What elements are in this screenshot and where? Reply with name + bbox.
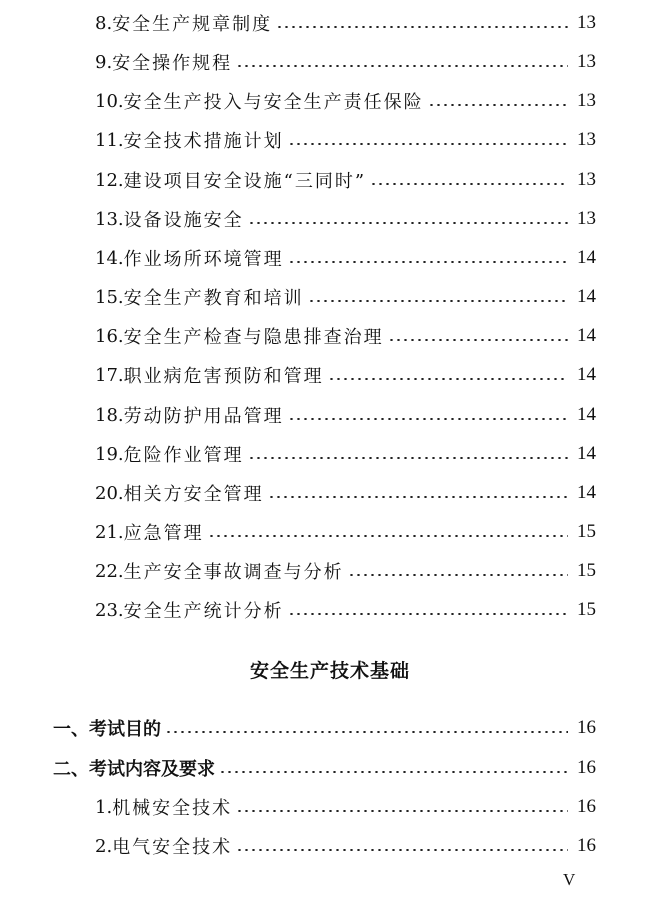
toc-entry-number: 14. [95, 247, 124, 269]
toc-entry-page: 16 [577, 757, 596, 778]
toc-entry-page: 14 [577, 286, 596, 307]
toc-entry-title: 安全技术措施计划 [123, 131, 284, 152]
toc-entry[interactable] [95, 556, 596, 586]
toc-entry-title: 相关方安全管理 [123, 484, 264, 505]
toc-entry-page: 13 [577, 129, 596, 150]
toc-entry[interactable] [53, 753, 596, 783]
dot-leader [208, 535, 568, 537]
toc-entry-page: 13 [577, 12, 596, 33]
toc-entry-page: 14 [577, 482, 596, 503]
toc-entry[interactable] [95, 47, 596, 77]
toc-entry-title: 电气安全技术 [112, 837, 233, 858]
toc-entry-title: 安全操作规程 [112, 53, 233, 74]
toc-entry-title: 安全生产检查与隐患排查治理 [123, 327, 384, 348]
toc-entry[interactable] [95, 8, 596, 38]
toc-entry[interactable] [95, 165, 596, 195]
toc-entry-number: 18. [95, 404, 124, 426]
dot-leader [308, 300, 568, 302]
dot-leader [288, 261, 568, 263]
toc-entry-number: 15. [95, 286, 124, 308]
toc-entry[interactable] [95, 243, 596, 273]
dot-leader [288, 418, 568, 420]
toc-entry-title: 建设项目安全设施“三同时” [123, 171, 367, 192]
dot-leader [370, 183, 568, 185]
toc-entry[interactable] [95, 125, 596, 155]
toc-entry-number: 一、 [53, 719, 89, 740]
toc-entry-page: 14 [577, 247, 596, 268]
toc-entry-title: 设备设施安全 [123, 210, 244, 231]
toc-entry-title: 应急管理 [123, 523, 204, 544]
toc-entry-title: 作业场所环境管理 [123, 249, 284, 270]
toc-entry-title: 生产安全事故调查与分析 [123, 562, 344, 583]
dot-leader [268, 496, 568, 498]
toc-entry-title: 机械安全技术 [112, 798, 233, 819]
toc-entry-number: 8. [95, 12, 113, 34]
toc-entry-number: 2. [95, 835, 113, 857]
toc-entry-number: 17. [95, 364, 124, 386]
toc-entry-page: 14 [577, 325, 596, 346]
toc-entry-title: 安全生产统计分析 [123, 601, 284, 622]
toc-entry-page: 16 [577, 717, 596, 738]
toc-entry-page: 13 [577, 90, 596, 111]
toc-entry[interactable] [53, 713, 596, 743]
toc-entry[interactable] [95, 360, 596, 390]
dot-leader [328, 378, 568, 380]
toc-entry-number: 1. [95, 796, 113, 818]
dot-leader [236, 849, 568, 851]
toc-entry-title: 考试内容及要求 [89, 759, 215, 780]
toc-entry-number: 22. [95, 560, 124, 582]
toc-entry[interactable] [95, 792, 596, 822]
toc-entry-page: 16 [577, 835, 596, 856]
toc-entry-number: 23. [95, 599, 124, 621]
toc-entry-number: 19. [95, 443, 124, 465]
toc-entry[interactable] [95, 400, 596, 430]
toc-entry-page: 13 [577, 51, 596, 72]
toc-entry-title: 安全生产投入与安全生产责任保险 [123, 92, 424, 113]
toc-entry-number: 10. [95, 90, 124, 112]
toc-entry-page: 15 [577, 521, 596, 542]
toc-entry-page: 14 [577, 443, 596, 464]
dot-leader [248, 222, 568, 224]
toc-entry-title: 劳动防护用品管理 [123, 406, 284, 427]
toc-entry-number: 11. [95, 129, 124, 151]
toc-entry-number: 二、 [53, 759, 89, 780]
toc-entry-number: 21. [95, 521, 124, 543]
toc-entry-title: 考试目的 [89, 719, 161, 740]
dot-leader [248, 457, 568, 459]
toc-entry-number: 9. [95, 51, 113, 73]
toc-entry[interactable] [95, 517, 596, 547]
toc-entry[interactable] [95, 595, 596, 625]
toc-entry-number: 12. [95, 169, 124, 191]
toc-entry-title: 职业病危害预防和管理 [123, 366, 324, 387]
toc-entry-title: 安全生产规章制度 [112, 14, 273, 35]
toc-entry-page: 14 [577, 404, 596, 425]
toc-entry-page: 16 [577, 796, 596, 817]
dot-leader [236, 810, 568, 812]
section-heading: 安全生产技术基础 [249, 660, 410, 682]
toc-entry-page: 15 [577, 560, 596, 581]
toc-entry[interactable] [95, 439, 596, 469]
dot-leader [276, 26, 568, 28]
toc-entry-page: 14 [577, 364, 596, 385]
toc-entry[interactable] [95, 204, 596, 234]
toc-entry-page: 13 [577, 169, 596, 190]
toc-entry[interactable] [95, 86, 596, 116]
toc-entry-number: 13. [95, 208, 124, 230]
toc-entry-page: 15 [577, 599, 596, 620]
toc-entry[interactable] [95, 282, 596, 312]
toc-entry-number: 20. [95, 482, 124, 504]
dot-leader [428, 104, 568, 106]
dot-leader [236, 65, 568, 67]
dot-leader [219, 771, 568, 773]
toc-entry[interactable] [95, 831, 596, 861]
page-number: V [563, 870, 576, 889]
dot-leader [288, 143, 568, 145]
dot-leader [165, 731, 568, 733]
toc-entry-title: 安全生产教育和培训 [123, 288, 304, 309]
toc-entry-number: 16. [95, 325, 124, 347]
dot-leader [388, 339, 568, 341]
toc-entry[interactable] [95, 478, 596, 508]
toc-entry-page: 13 [577, 208, 596, 229]
toc-entry[interactable] [95, 321, 596, 351]
dot-leader [288, 613, 568, 615]
dot-leader [348, 574, 568, 576]
toc-entry-title: 危险作业管理 [123, 445, 244, 466]
